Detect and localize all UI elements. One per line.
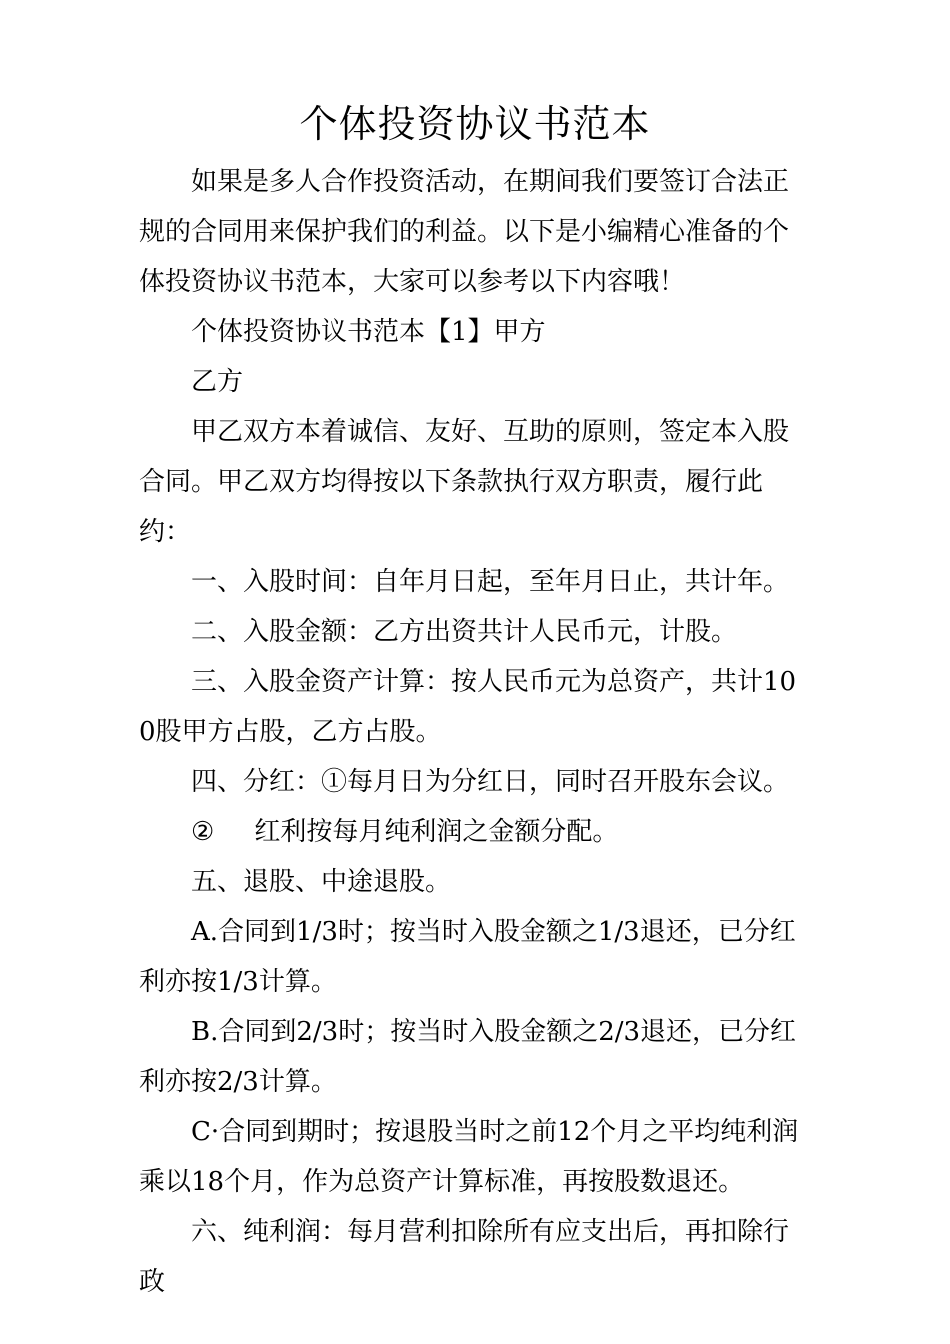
- clause-four: 四、分红：①每月日为分红日，同时召开股东会议。: [191, 767, 790, 797]
- clause-five-c: C·合同到期时；按退股当时之前12个月之平均纯利润乘以18个月，作为总资产计算标准，再按股数退还。: [139, 1117, 799, 1197]
- clause-five: 五、退股、中途退股。: [191, 867, 452, 897]
- clause-four-item-two: [139, 807, 809, 857]
- principle-paragraph: 甲乙双方本着诚信、友好、互助的原则，签定本入股合同。甲乙双方均得按以下条款执行双方职责，履行此约：: [139, 417, 790, 547]
- document-body: [139, 157, 809, 1307]
- item-two-marker: ②: [191, 817, 215, 847]
- clause-two: 二、入股金额：乙方出资共计人民币元，计股。: [191, 617, 738, 647]
- intro-paragraph: 如果是多人合作投资活动，在期间我们要签订合法正规的合同用来保护我们的利益。以下是小编精心准备的个体投资协议书范本，大家可以参考以下内容哦！: [139, 167, 790, 297]
- party-b-line: 乙方: [191, 367, 244, 397]
- clause-six: 六、纯利润：每月营利扣除所有应支出后，再扣除行政: [139, 1217, 790, 1297]
- document-title: 个体投资协议书范本: [299, 102, 651, 146]
- item-two-text: 红利按每月纯利润之金额分配。: [254, 817, 619, 847]
- clause-one: 一、入股时间：自年月日起，至年月日止，共计年。: [191, 567, 790, 597]
- clause-five-a: A.合同到1/3时；按当时入股金额之1/3退还，已分红利亦按1/3计算。: [139, 917, 796, 997]
- sample-heading-party-a: 个体投资协议书范本【1】甲方: [191, 317, 546, 347]
- clause-three: 三、入股金资产计算：按人民币元为总资产，共计100股甲方占股，乙方占股。: [139, 667, 797, 747]
- clause-five-b: B.合同到2/3时；按当时入股金额之2/3退还，已分红利亦按2/3计算。: [139, 1017, 797, 1097]
